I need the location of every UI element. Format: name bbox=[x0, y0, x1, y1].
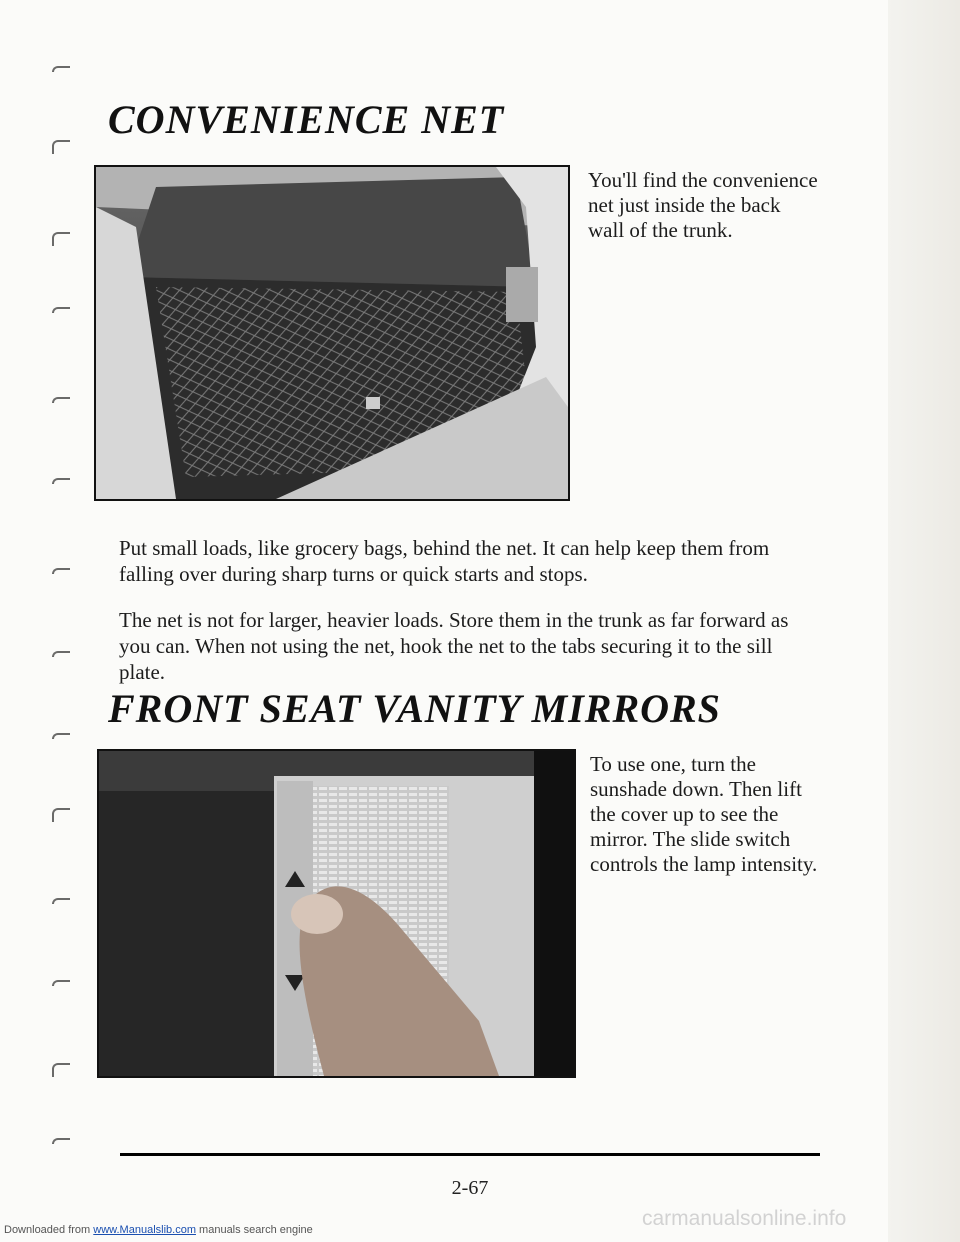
site-watermark: carmanualsonline.info bbox=[642, 1207, 847, 1230]
vanity-mirror-description: To use one, turn the sunshade down. Then lift the cover up to see the mirror. The slide switch controls the lamp intensity. bbox=[590, 752, 818, 876]
manualslib-link[interactable]: www.Manualslib.com bbox=[93, 1224, 196, 1236]
vanity-mirror-photo bbox=[97, 749, 576, 1078]
margin-tab-mark bbox=[52, 980, 70, 986]
margin-tab-mark bbox=[52, 397, 70, 403]
margin-tab-mark bbox=[52, 478, 70, 484]
margin-tab-mark bbox=[52, 66, 70, 72]
section-title-vanity-mirrors: FRONT SEAT VANITY MIRRORS bbox=[108, 686, 721, 731]
page-edge-shadow bbox=[888, 0, 960, 1242]
margin-tab-mark bbox=[52, 307, 70, 313]
trunk-net-photo bbox=[94, 165, 570, 501]
download-prefix: Downloaded from bbox=[4, 1224, 91, 1236]
margin-tab-mark bbox=[52, 898, 70, 904]
margin-tab-mark bbox=[52, 1063, 70, 1077]
convenience-net-description: You'll find the convenience net just inside the back wall of the trunk. bbox=[588, 168, 818, 242]
margin-tab-mark bbox=[52, 651, 70, 657]
margin-tab-mark bbox=[52, 568, 70, 574]
margin-tab-mark bbox=[52, 232, 70, 246]
download-notice bbox=[4, 1224, 313, 1236]
convenience-net-paragraph: Put small loads, like grocery bags, behind the net. It can help keep them from falling over during sharp turns or quick starts and stops. bbox=[119, 536, 770, 586]
margin-tab-mark bbox=[52, 808, 70, 822]
convenience-net-paragraph: The net is not for larger, heavier loads. Store them in the trunk as far forward as you can. When not using the net, hook the net to the tabs securing it to the sill plate. bbox=[119, 608, 789, 684]
margin-tab-mark bbox=[52, 1138, 70, 1144]
margin-tab-mark bbox=[52, 733, 70, 739]
trunk-net-illustration bbox=[96, 167, 568, 499]
download-suffix: manuals search engine bbox=[199, 1224, 313, 1236]
margin-tab-mark bbox=[52, 140, 70, 154]
vanity-mirror-illustration bbox=[99, 751, 574, 1076]
page-number: 2-67 bbox=[451, 1177, 489, 1199]
section-title-convenience-net: CONVENIENCE NET bbox=[108, 97, 505, 142]
footer-rule bbox=[120, 1153, 820, 1156]
